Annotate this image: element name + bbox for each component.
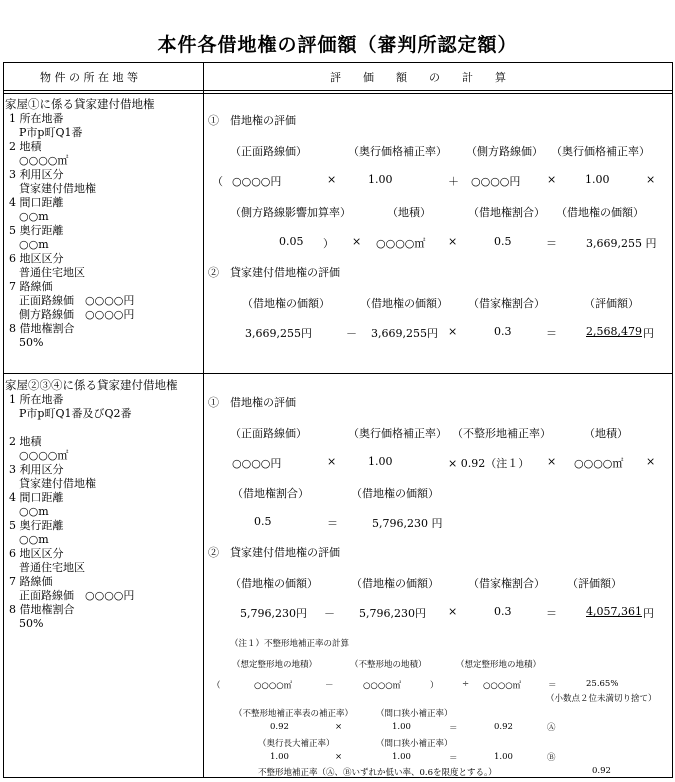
section1-property-details [9,112,201,350]
s2-value: 5,796,230円 [359,607,426,620]
section1-detail-row: 6 地区区分 [9,252,64,265]
s1-value: 3,669,255円 [371,327,438,340]
s2-label: （正面路線価） [230,427,307,440]
header-left: 物 件 の 所 在 地 等 [40,71,138,84]
note-value: ＝ [449,754,458,764]
s1-label: （奥行価格補正率） [348,145,447,158]
s2-value: ＝ [327,517,338,530]
s1-label: （借地権割合） [468,206,545,219]
s2-value: × [327,455,337,468]
s1-value: × [327,173,337,186]
s1-value: ＝ [546,237,557,250]
s1-value: 3,669,255円 [245,327,312,340]
section1-detail-row: 1 所在地番 [9,112,64,125]
s1-heading-2: ② 貸家建付借地権の評価 [208,266,340,279]
section1-detail-row: 7 路線価 [9,280,53,293]
s2-value: ○○○○㎡ [574,457,624,470]
section2-detail-row: 2 地積 [9,435,42,448]
s2-value: ○○○○円 [232,457,282,470]
section2-detail-row: 正面路線価 ○○○○円 [19,589,135,602]
note-label: （奥行長大補正率） [258,739,335,749]
header-right: 評 価 額 の 計 算 [330,71,506,84]
s1-label: （借地権の価額） [242,297,330,310]
section2-detail-row: 貸家建付借地権 [19,477,96,490]
s2-value: 円 [643,607,654,620]
section2-property-details [9,393,201,631]
section1-detail-row: 貸家建付借地権 [19,182,96,195]
section2-detail-row: 8 借地権割合 [9,603,75,616]
section2-detail-row: 3 利用区分 [9,463,64,476]
note-label: （不整形地の地積） [350,660,427,670]
section1-detail-row: P市p町Q1番 [19,126,83,139]
note-value: × [335,752,343,762]
section1-detail-row: 3 利用区分 [9,168,64,181]
s1-value: × [547,173,557,186]
s1-value: 3,669,255 円 [586,237,657,250]
s1-value: 0.5 [494,235,512,248]
section2-detail-row: 6 地区区分 [9,547,64,560]
s1-heading-1: ① 借地権の評価 [208,114,296,127]
s1-label: （借地権の価額） [360,297,448,310]
note-rounding: （小数点２位未満切り捨て） [546,694,657,704]
s1-value: × [448,235,458,248]
note-value: 1.00 [494,752,513,762]
section2-detail-row: 4 間口距離 [9,491,64,504]
section1-detail-row: 50% [19,336,44,349]
s2-label: （借地権の価額） [351,577,439,590]
note-value: 0.92 [494,722,513,732]
s1-value: × [352,235,362,248]
note-label: （間口狭小補正率） [376,709,453,719]
s1-label: （評価額） [584,297,639,310]
s2-value: 0.5 [254,515,272,528]
section2-detail-row: ○○m [19,505,49,518]
section2-detail-row: P市p町Q1番及びQ2番 [19,407,132,420]
s2-value: × [646,455,656,468]
s2-label: （奥行価格補正率） [348,427,447,440]
note-value: 25.65% [586,679,619,689]
s1-label: （地積） [387,206,431,219]
section2-detail-row [9,421,201,435]
note-label: （想定整形地の地積） [232,660,318,670]
note-value: ＝ [449,724,458,734]
note-conclusion-value: 0.92 [592,766,611,776]
note-value: 0.92 [270,722,289,732]
s2-value: × [547,455,557,468]
note-value: × [335,722,343,732]
s2-value: 5,796,230円 [240,607,307,620]
circled-b-icon: Ⓑ [547,753,556,763]
s2-label: （借地権の価額） [351,487,439,500]
section1-detail-row: 8 借地権割合 [9,322,75,335]
s1-value: ○○○○円 [232,175,282,188]
s2-value: 5,796,230 円 [372,517,443,530]
s2-heading-1: ① 借地権の評価 [208,396,296,409]
section1-detail-row: 普通住宅地区 [19,266,85,279]
s1-value: 円 [643,327,654,340]
section1-detail-row: ○○m [19,238,49,251]
note-value: ○○○○㎡ [363,681,402,691]
section1-detail-row: 正面路線価 ○○○○円 [19,294,135,307]
circled-a-icon: Ⓐ [547,723,556,733]
section1-title: 家屋①に係る貸家建付借地権 [5,97,155,111]
page-title: 本件各借地権の評価額（審判所認定額） [157,34,518,56]
section2-detail-row: ○○m [19,533,49,546]
note-value: 1.00 [270,752,289,762]
s2-value: 1.00 [368,455,393,468]
section1-detail-row: ○○m [19,210,49,223]
s1-value: － [346,327,357,340]
column-divider [203,62,204,778]
note-value: － [325,681,334,691]
note-title: （注１）不整形地補正率の計算 [230,639,350,649]
s2-label: （地積） [584,427,628,440]
s2-value: × [448,605,458,618]
section1-detail-row: 4 間口距離 [9,196,64,209]
section1-detail-row: 5 奥行距離 [9,224,64,237]
note-value: ÷ [462,679,470,689]
s1-value: 1.00 [585,173,610,186]
header-divider [3,90,673,91]
s1-label: （側方路線価） [466,145,543,158]
s2-label: （評価額） [567,577,622,590]
s2-value: 0.3 [494,605,512,618]
s1-label: （借地権の価額） [556,206,644,219]
section2-detail-row: 7 路線価 [9,575,53,588]
s2-label: （借地権割合） [232,487,309,500]
note-label: （想定整形地の地積） [456,660,542,670]
note-label: （間口狭小補正率） [376,739,453,749]
s1-label: （正面路線価） [230,145,307,158]
section2-detail-row: ○○○○㎡ [19,449,69,462]
s2-result-amount: 4,057,361 [586,605,642,618]
note-value: （ [212,681,221,691]
s2-heading-2: ② 貸家建付借地権の評価 [208,546,340,559]
s2-label: （借家権割合） [468,577,545,590]
s1-value: ＝ [546,327,557,340]
s1-value: 1.00 [368,173,393,186]
section2-detail-row: 5 奥行距離 [9,519,64,532]
note-value: ） [430,681,439,691]
note-value: 1.00 [392,722,411,732]
header-divider-double [3,93,673,94]
s1-value: ＋ [448,175,459,188]
note-conclusion: 不整形地補正率（Ⓐ、Ⓑいずれか低い率、0.6を限度とする。） [258,768,497,778]
s1-value: ○○○○㎡ [376,237,426,250]
note-label: （不整形地補正率表の補正率） [234,709,354,719]
note-value: ＝ [548,681,557,691]
section-divider [3,373,673,374]
s2-label: （不整形地補正率） [452,427,551,440]
section2-detail-row: 普通住宅地区 [19,561,85,574]
s1-label: （借家権割合） [468,297,545,310]
section1-detail-row: 2 地積 [9,140,42,153]
note-value: ○○○○㎡ [254,681,293,691]
s1-value: × [646,173,656,186]
s1-value: ） [323,237,334,250]
section2-detail-row: 1 所在地番 [9,393,64,406]
s1-value: 0.3 [494,325,512,338]
note-value: 1.00 [392,752,411,762]
s2-value: × 0.92（注１） [448,457,530,470]
s1-label: （側方路線影響加算率） [230,206,351,219]
s1-value: ○○○○円 [471,175,521,188]
section1-detail-row: ○○○○㎡ [19,154,69,167]
section2-detail-row: 50% [19,617,44,630]
s2-label: （借地権の価額） [230,577,318,590]
note-value: ○○○○㎡ [483,681,522,691]
s1-result-amount: 2,568,479 [586,325,642,338]
s1-value: × [448,325,458,338]
s2-value: － [324,607,335,620]
s1-value: （ [212,175,223,188]
s1-value: 0.05 [279,235,304,248]
section1-detail-row: 側方路線価 ○○○○円 [19,308,135,321]
s1-label: （奥行価格補正率） [551,145,650,158]
s2-value: ＝ [546,607,557,620]
section2-title: 家屋②③④に係る貸家建付借地権 [5,378,178,392]
